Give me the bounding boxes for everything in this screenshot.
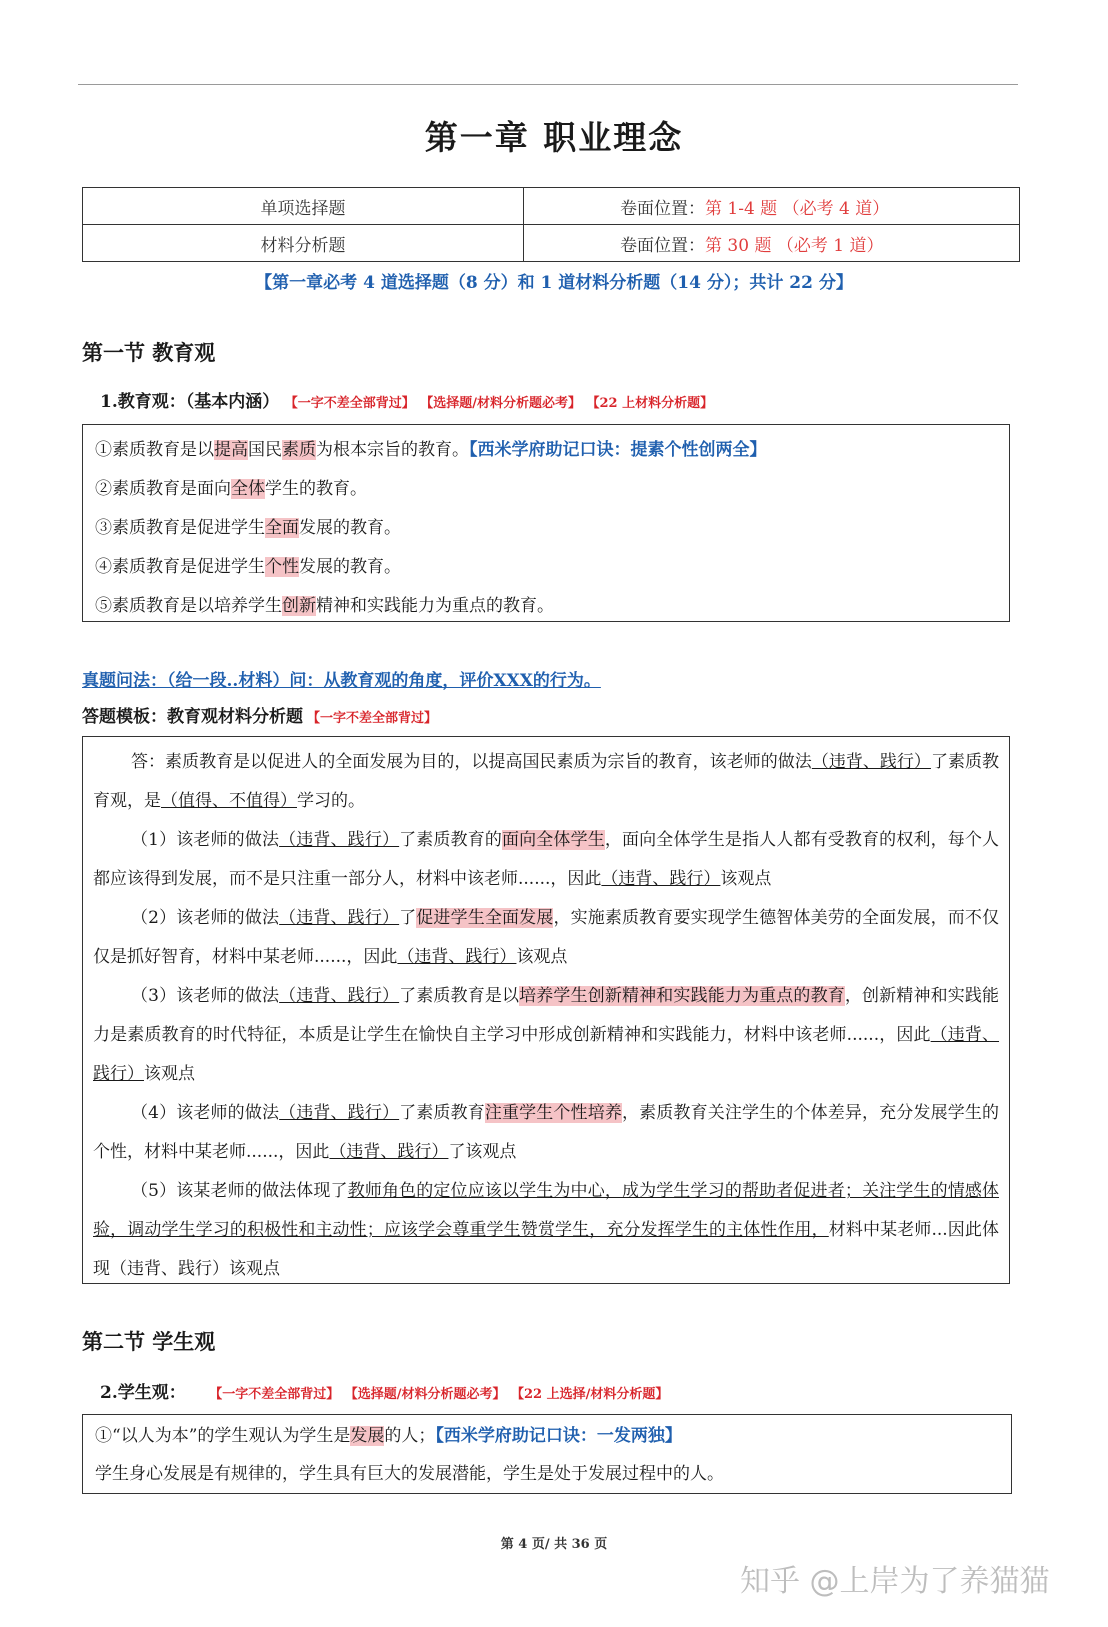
subsection-label: 2.学生观： xyxy=(100,1383,186,1403)
list-item: ②素质教育是面向全体学生的教育。 xyxy=(95,479,367,499)
position-value: 第 30 题 （必考 1 道） xyxy=(705,235,884,256)
position-cell xyxy=(524,188,1020,225)
tag: 【22 上选择/材料分析题】 xyxy=(517,1387,669,1402)
position-value: 第 1-4 题 （必考 4 道） xyxy=(705,198,890,219)
list-item: ④素质教育是促进学生个性发展的教育。 xyxy=(95,557,401,577)
question-type-cell: 材料分析题 xyxy=(83,225,524,262)
mnemonic: 【西米学府助记口诀：一发两独】 xyxy=(435,1426,682,1446)
answer-paragraph: （1）该老师的做法（违背、践行）了素质教育的面向全体学生，面向全体学生是指人人都有受教育的权利，每个人都应该得到发展，而不是只注重一部分人，材料中该老师......，因此（违背、践行）该观点 xyxy=(93,830,1000,889)
education-view-box xyxy=(82,424,1010,622)
table-row xyxy=(83,188,1020,225)
position-cell xyxy=(524,225,1020,262)
table-row xyxy=(83,225,1020,262)
mnemonic: 【西米学府助记口诀：提素个性创两全】 xyxy=(469,440,767,460)
exam-question-line: 真题问法：（给一段..材料）问：从教育观的角度，评价XXX的行为。 xyxy=(82,671,601,691)
tag: 【一字不差全部背过】 xyxy=(307,711,438,726)
position-label: 卷面位置： xyxy=(620,198,705,219)
student-view-box xyxy=(82,1414,1012,1494)
tag: 【选择题/材料分析题必考】 xyxy=(426,396,582,411)
position-label: 卷面位置： xyxy=(620,235,705,256)
watermark: 知乎 @上岸为了养猫猫 xyxy=(740,1564,1050,1599)
answer-paragraph: （5）该某老师的做法体现了教师角色的定位应该以学生为中心，成为学生学习的帮助者促进者；关注学生的情感体验，调动学生学习的积极性和主动性；应该学会尊重学生赞赏学生，充分发挥学生的主体性作用，材料中某老师...因此体现（违背、践行）该观点 xyxy=(93,1181,999,1279)
list-item: ⑤素质教育是以培养学生创新精神和实践能力为重点的教育。 xyxy=(95,596,554,616)
template-title: 答题模板：教育观材料分析题 【一字不差全部背过】 xyxy=(82,707,438,727)
header-rule xyxy=(78,84,1018,85)
subsection-title xyxy=(100,387,713,412)
chapter-summary: 【第一章必考 4 道选择题（8 分）和 1 道材料分析题（14 分）；共计 22 分】 xyxy=(255,273,853,293)
exam-position-table xyxy=(82,187,1020,262)
tag: 【选择题/材料分析题必考】 xyxy=(351,1387,506,1402)
section-title: 第一节 教育观 xyxy=(82,340,216,365)
answer-paragraph: （4）该老师的做法（违背、践行）了素质教育注重学生个性培养，素质教育关注学生的个体差异，充分发展学生的个性，材料中某老师......，因此（违背、践行）了该观点 xyxy=(93,1103,1000,1162)
tag: 【一字不差全部背过】 xyxy=(215,1387,340,1402)
list-item: ①素质教育是以提高国民素质为根本宗旨的教育。【西米学府助记口诀：提素个性创两全】 xyxy=(95,440,767,460)
answer-paragraph: （3）该老师的做法（违背、践行）了素质教育是以培养学生创新精神和实践能力为重点的教育，创新精神和实践能力是素质教育的时代特征，本质是让学生在愉快自主学习中形成创新精神和实践能力，材料中该老师......，因此（违背、践行）该观点 xyxy=(93,986,1000,1084)
tag: 【一字不差全部背过】 xyxy=(291,396,415,411)
subsection-title xyxy=(100,1378,668,1403)
page-number: 第 4 页/ 共 36 页 xyxy=(500,1537,608,1552)
answer-paragraph: 答：素质教育是以促进人的全面发展为目的，以提高国民素质为宗旨的教育，该老师的做法（违背、践行）了素质教育观，是（值得、不值得）学习的。 xyxy=(93,752,1000,811)
list-item: ①“以人为本”的学生观认为学生是发展的人；【西米学府助记口诀：一发两独】 xyxy=(95,1426,682,1446)
subsection-label: 1.教育观：（基本内涵） xyxy=(100,392,280,412)
answer-paragraph: （2）该老师的做法（违背、践行）了促进学生全面发展，实施素质教育要实现学生德智体美劳的全面发展，而不仅仅是抓好智育，材料中某老师......，因此（违背、践行）该观点 xyxy=(93,908,1000,967)
list-item: 学生身心发展是有规律的，学生具有巨大的发展潜能，学生是处于发展过程中的人。 xyxy=(95,1464,724,1484)
tag: 【22 上材料分析题】 xyxy=(593,396,714,411)
section-title: 第二节 学生观 xyxy=(82,1329,216,1354)
answer-template-box xyxy=(82,736,1010,1284)
chapter-title: 第一章 职业理念 xyxy=(424,118,684,157)
list-item: ③素质教育是促进学生全面发展的教育。 xyxy=(95,518,401,538)
question-type-cell: 单项选择题 xyxy=(83,188,524,225)
